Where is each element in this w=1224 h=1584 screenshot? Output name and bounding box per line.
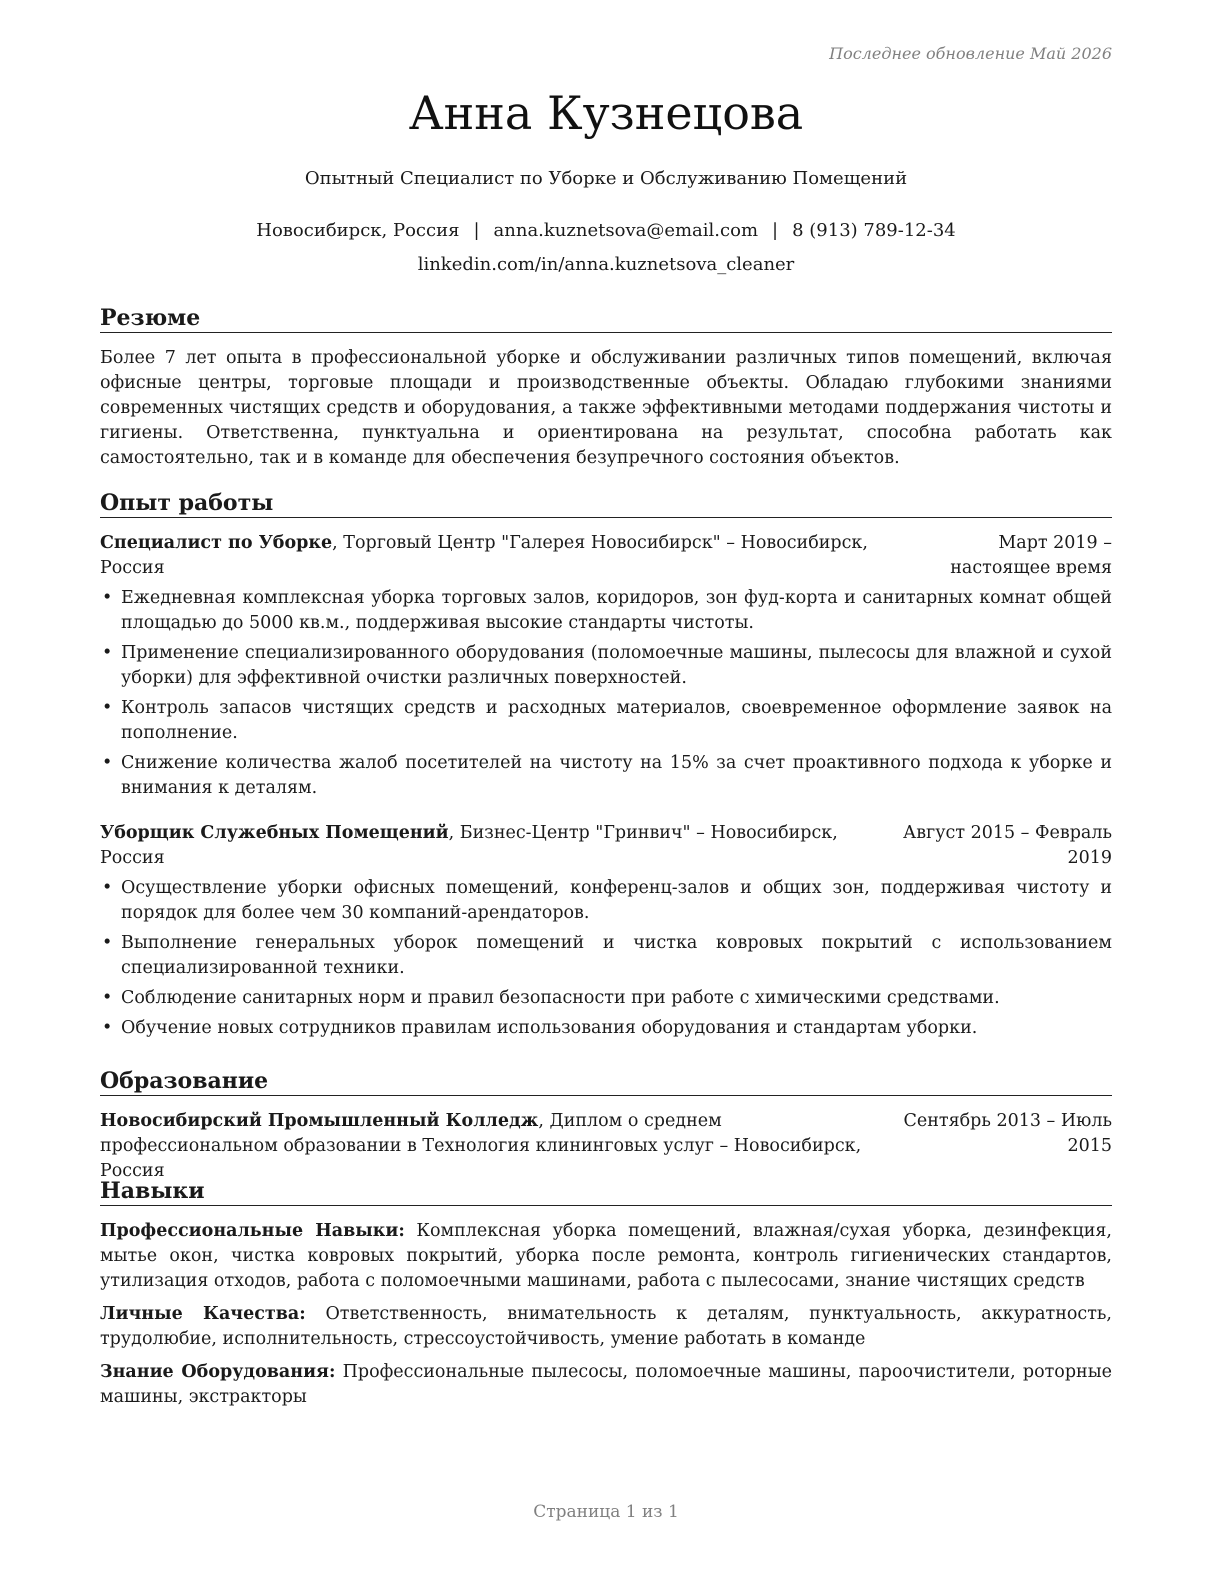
summary-section [100, 305, 1112, 471]
list-item: • Осуществление уборки офисных помещений, конференц-залов и общих зон, поддерживая чистоту и порядок для более чем 30 компаний-арендаторов. [102, 878, 1112, 923]
bullet-icon: • [102, 698, 113, 718]
skill-text: Профессиональные пылесосы, поломоечные машины, пароочистители, роторные машины, экстракторы [100, 1362, 1112, 1407]
summary-text: Более 7 лет опыта в профессиональной уборке и обслуживании различных типов помещений, включая офисные центры, торговые площади и производственные объекты. Обладаю глубокими знаниями современных чистящих средств и оборудования, а также эффективными методами поддержания чистоты и гигиены. Ответственна, пунктуальна и ориентирована на результат, способна работать как самостоятельно, так и в команде для обеспечения безупречного состояния объектов. [100, 348, 1112, 468]
job-position: Уборщик Служебных Помещений [100, 823, 449, 843]
contact-email[interactable]: anna.kuznetsova@email.com [493, 220, 759, 241]
list-item: • Контроль запасов чистящих средств и расходных материалов, своевременное оформление заявок на пополнение. [102, 698, 1112, 743]
bullet-icon: • [102, 588, 113, 608]
education-institution: Новосибирский Промышленный Колледж [100, 1111, 539, 1131]
bullet-icon: • [102, 988, 113, 1008]
job-bullets [100, 876, 1112, 1041]
contact-separator: | [473, 220, 480, 241]
education-section [100, 1068, 1112, 1184]
contact-separator: | [772, 220, 779, 241]
job-dates: Март 2019 – настоящее время [950, 533, 1112, 578]
education-details: , Диплом о среднем профессиональном образовании в Технология клининговых услуг – Новосибирск, Россия [100, 1111, 862, 1181]
education-dates: Сентябрь 2013 – Июль 2015 [903, 1111, 1112, 1156]
job-entry [100, 531, 1112, 801]
bullet-icon: • [102, 753, 113, 773]
bullet-icon: • [102, 933, 113, 953]
job-position: Специалист по Уборке [100, 533, 333, 553]
list-item: • Выполнение генеральных уборок помещений и чистка ковровых покрытий с использованием специализированной техники. [102, 933, 1112, 978]
job-employer: , Бизнес-Центр "Гринвич" – Новосибирск, Россия [100, 823, 838, 868]
skill-group [100, 1360, 1112, 1410]
list-item: • Соблюдение санитарных норм и правил безопасности при работе с химическими средствами. [100, 986, 1112, 1011]
contact-linkedin[interactable]: linkedin.com/in/anna.kuznetsova_cleaner [417, 254, 795, 275]
list-item: • Обучение новых сотрудников правилам использования оборудования и стандартам уборки. [100, 1016, 1112, 1041]
skills-title: Навыки [100, 1178, 1112, 1206]
contact-phone: 8 (913) 789-12-34 [792, 220, 956, 241]
skill-group [100, 1219, 1112, 1294]
last-updated: Последнее обновление Май 2026 [829, 44, 1112, 63]
job-bullets [100, 586, 1112, 801]
skill-label: Профессиональные Навыки: [100, 1221, 405, 1241]
list-item: • Ежедневная комплексная уборка торговых залов, коридоров, зон фуд-корта и санитарных комнат общей площадью до 5000 кв.м., поддерживая высокие стандарты чистоты. [102, 588, 1112, 633]
experience-section [100, 490, 1112, 1046]
job-employer: , Торговый Центр "Галерея Новосибирск" – Новосибирск, Россия [100, 533, 868, 578]
skills-section [100, 1178, 1112, 1418]
job-entry [100, 821, 1112, 1041]
bullet-icon: • [102, 643, 113, 663]
page-number: Страница 1 из 1 [533, 1502, 679, 1522]
skill-text: Ответственность, внимательность к деталям, пунктуальность, аккуратность, трудолюбие, исполнительность, стрессоустойчивость, умение работать в команде [100, 1304, 1112, 1349]
summary-title: Резюме [100, 305, 1112, 333]
contact-location: Новосибирск, Россия [256, 220, 460, 241]
resume-page [100, 0, 1112, 1584]
skill-label: Знание Оборудования: [100, 1362, 336, 1382]
bullet-icon: • [102, 878, 113, 898]
candidate-name: Анна Кузнецова [408, 86, 804, 140]
job-header [100, 821, 1112, 871]
bullet-icon: • [102, 1018, 113, 1038]
contact-line [100, 220, 1112, 241]
skill-label: Личные Качества: [100, 1304, 306, 1324]
job-header [100, 531, 1112, 581]
list-item: • Применение специализированного оборудования (поломоечные машины, пылесосы для влажной и сухой уборки) для эффективной очистки различных поверхностей. [102, 643, 1112, 688]
skill-text: Комплексная уборка помещений, влажная/сухая уборка, дезинфекция, мытье окон, чистка ковровых покрытий, уборка после ремонта, контроль гигиенических стандартов, утилизация отходов, работа с поломоечными машинами, работа с пылесосами, знание чистящих средств [100, 1221, 1112, 1291]
list-item: • Снижение количества жалоб посетителей на чистоту на 15% за счет проактивного подхода к уборке и внимания к деталям. [102, 753, 1112, 798]
job-dates: Август 2015 – Февраль 2019 [902, 823, 1112, 868]
experience-title: Опыт работы [100, 490, 1112, 518]
education-title: Образование [100, 1068, 1112, 1096]
candidate-headline: Опытный Специалист по Уборке и Обслуживанию Помещений [304, 168, 908, 189]
skill-group [100, 1302, 1112, 1352]
education-entry [100, 1109, 1112, 1184]
